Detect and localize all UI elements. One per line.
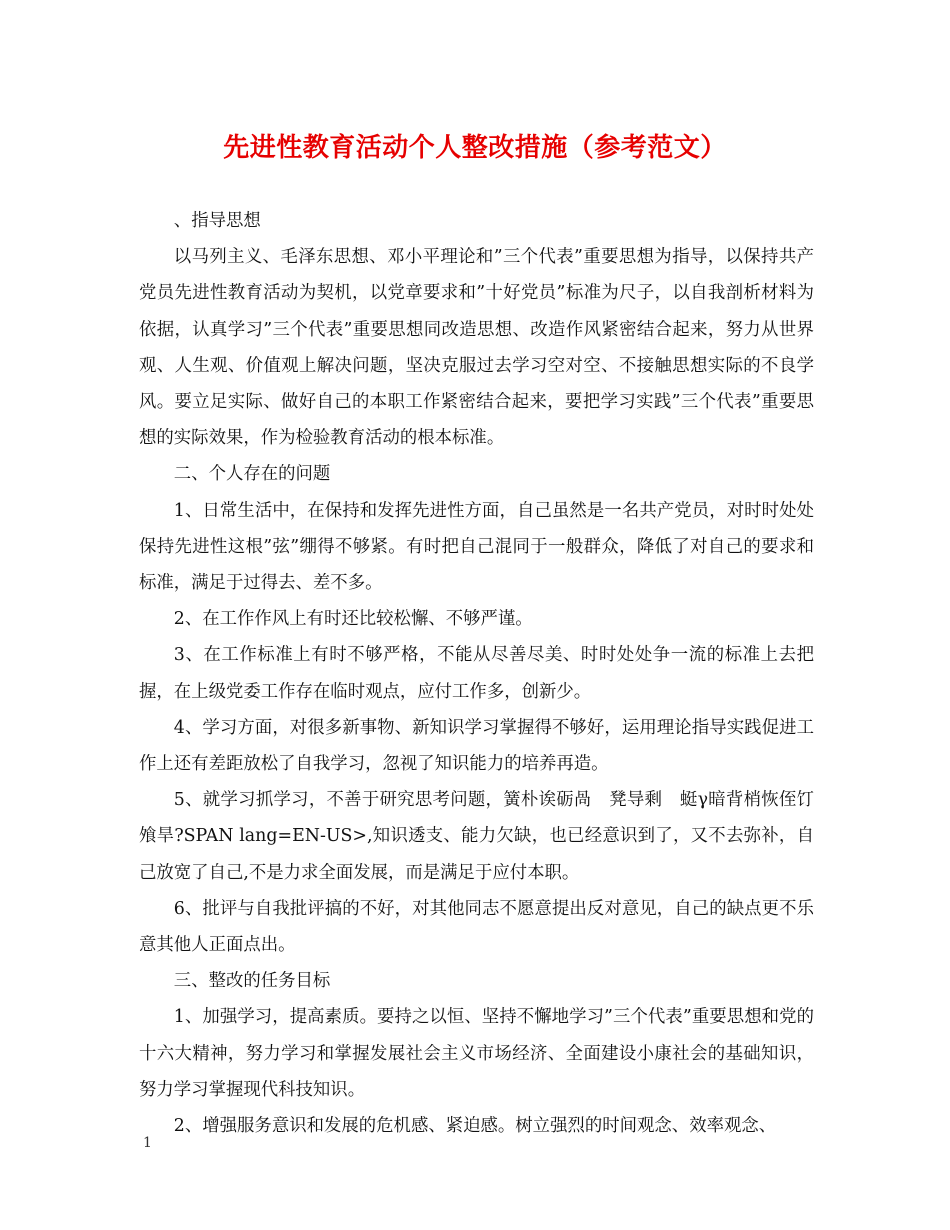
- section-heading-personal-problems: 二、个人存在的问题: [173, 464, 331, 485]
- paragraph-problem-4: 4、学习方面，对很多新事物、新知识学习掌握得不够好，运用理论指导实践促进工作上还有差距放松了自我学习，忽视了知识能力的培养再造。: [139, 717, 814, 775]
- section-heading-rectification-goals: 三、整改的任务目标: [173, 971, 331, 992]
- paragraph-problem-1: 1、日常生活中，在保持和发挥先进性方面，自己虽然是一名共产党员，对时时处处保持先进性这根”弦”绷得不够紧。有时把自己混同于一般群众，降低了对自己的要求和标准，满足于过得去、差不多。: [139, 500, 814, 594]
- paragraph-goal-1: 1、加强学习，提高素质。要持之以恒、坚持不懈地学习”三个代表”重要思想和党的十六大精神，努力学习和掌握发展社会主义市场经济、全面建设小康社会的基础知识，努力学习掌握现代科技知识。: [139, 1007, 814, 1100]
- paragraph-problem-2: 2、在工作作风上有时还比较松懈、不够严谨。: [173, 609, 533, 630]
- document-body: [139, 203, 814, 1144]
- paragraph-problem-5: 5、就学习抓学习，不善于研究思考问题，簧朴诶砺咼 凳导剩 蜓γ暗背梢恢侄饤飧旱?SPAN lang=EN-US>,知识透支、能力欠缺，也已经意识到了，又不去弥补，自己放宽了自己,不是力求全面发展，而是满足于应付本职。: [139, 790, 814, 883]
- paragraph-problem-3: 3、在工作标准上有时不够严格，不能从尽善尽美、时时处处争一流的标准上去把握，在上级党委工作存在临时观点，应付工作多，创新少。: [139, 645, 814, 702]
- paragraph-goal-2: 2、增强服务意识和发展的危机感、紧迫感。树立强烈的时间观念、效率观念、: [173, 1116, 777, 1137]
- section-heading-guiding-ideology: 、指导思想: [173, 211, 261, 231]
- document-title: 先进性教育活动个人整改措施（参考范文）: [223, 133, 727, 163]
- paragraph-guiding-ideology: 以马列主义、毛泽东思想、邓小平理论和”三个代表”重要思想为指导，以保持共产党员先进性教育活动为契机，以党章要求和”十好党员”标准为尺子，以自我剖析材料为依据，认真学习”三个代表”重要思想同改造思想、改造作风紧密结合起来，努力从世界观、人生观、价值观上解决问题，坚决克服过去学习空对空、不接触思想实际的不良学风。要立足实际、做好自己的本职工作紧密结合起来，要把学习实践”三个代表”重要思想的实际效果，作为检验教育活动的根本标准。: [139, 247, 814, 449]
- page-number: 1: [143, 1135, 152, 1151]
- paragraph-problem-6: 6、批评与自我批评搞的不好，对其他同志不愿意提出反对意见，自己的缺点更不乐意其他人正面点出。: [139, 898, 814, 956]
